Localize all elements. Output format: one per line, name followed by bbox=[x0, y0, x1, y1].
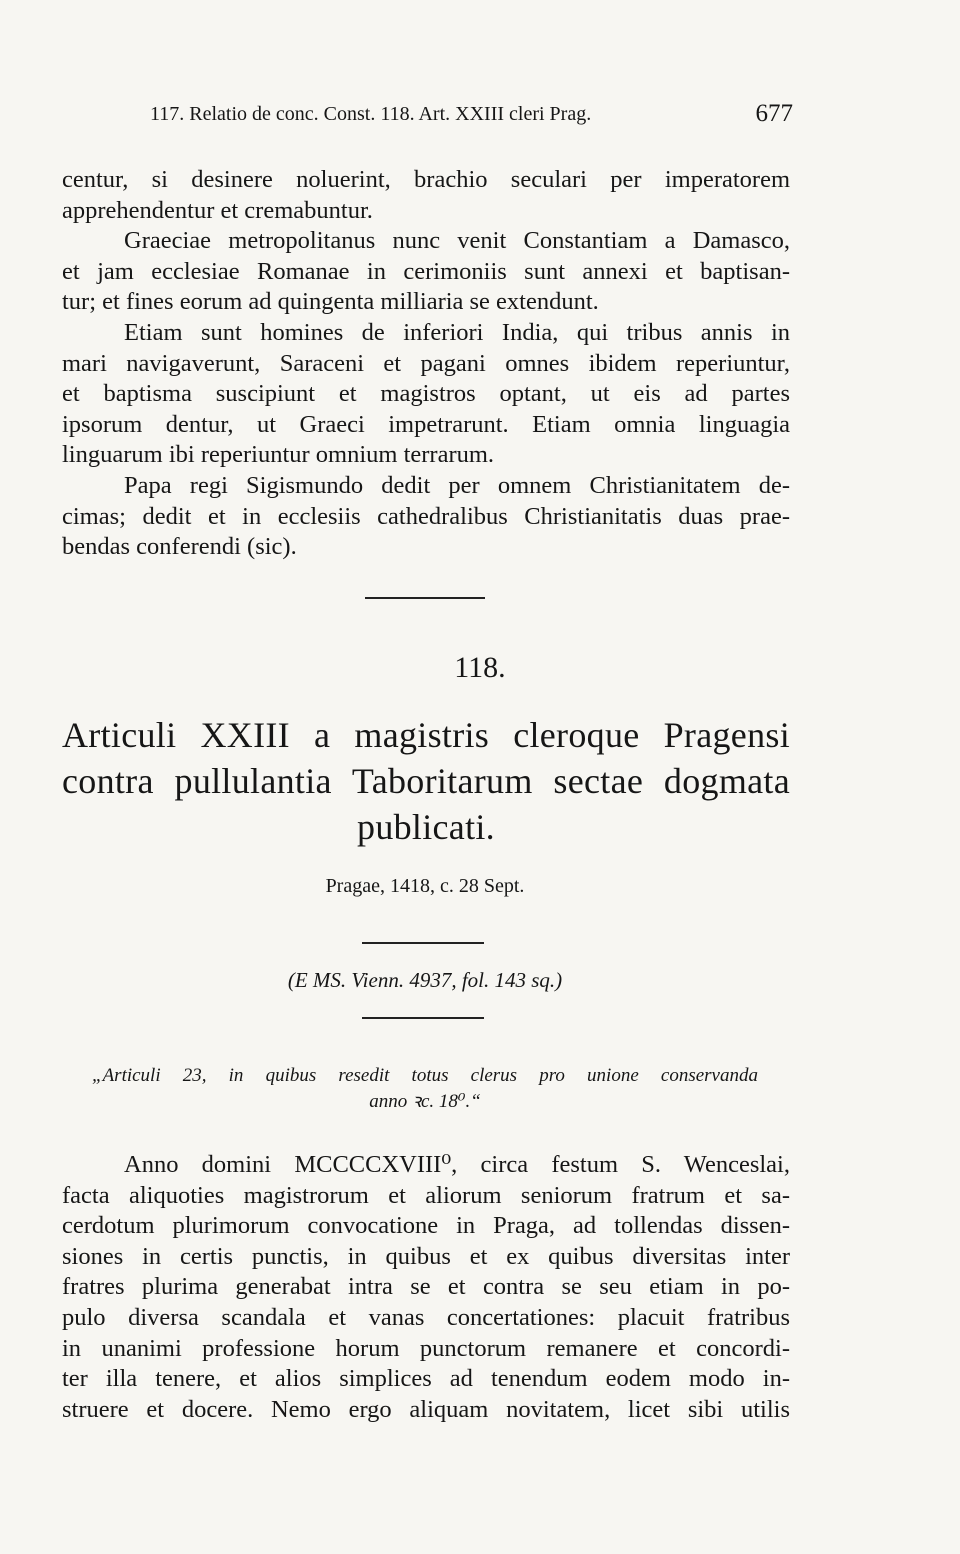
text-line: et baptisma suscipiunt et magistros optant, ut eis ad partes bbox=[62, 380, 790, 408]
text-line: tur; et fines eorum ad quingenta milliaria se extendunt. bbox=[62, 288, 599, 316]
text-line: fratres plurima generabat intra se et contra se seu etiam in po- bbox=[62, 1273, 790, 1301]
text-line: linguarum ibi reperiuntur omnium terrarum. bbox=[62, 441, 495, 469]
text-line: facta aliquoties magistrorum et aliorum seniorum fratrum et sa- bbox=[62, 1181, 790, 1209]
text-line: cimas; dedit et in ecclesiis cathedralibus Christianitatis duas prae- bbox=[62, 502, 790, 530]
title-line: publicati. bbox=[357, 807, 495, 847]
text-line: Anno domini MCCCCXVIII⁰, circa festum S. Wenceslai, bbox=[124, 1151, 790, 1178]
text-line: ipsorum dentur, ut Graeci impetrarunt. Etiam omnia linguagia bbox=[62, 410, 790, 438]
text-line: struere et docere. Nemo ergo aliquam novitatem, licet sibi utilis bbox=[62, 1395, 790, 1423]
divider bbox=[362, 1017, 484, 1019]
title-line: contra pullulantia Taboritarum sectae dogmata bbox=[62, 761, 790, 801]
manuscript-source: (E MS. Vienn. 4937, fol. 143 sq.) bbox=[287, 968, 563, 992]
document-body bbox=[62, 1150, 790, 1425]
text-line: in unanimi professione horum punctorum remanere et concordi- bbox=[62, 1334, 790, 1362]
document-number: 118. bbox=[454, 651, 506, 684]
text-line: Graeciae metropolitanus nunc venit Constantiam a Damasco, bbox=[124, 227, 790, 255]
text-line: siones in certis punctis, in quibus et ex quibus diversitas inter bbox=[62, 1242, 790, 1270]
text-line: Papa regi Sigismundo dedit per omnem Christianitatem de- bbox=[124, 471, 790, 499]
divider bbox=[362, 942, 484, 944]
text-line: cerdotum plurimorum convocatione in Praga, ad tollendas dissen- bbox=[62, 1212, 790, 1240]
text-line: bendas conferendi (sic). bbox=[62, 533, 297, 561]
text-line: Etiam sunt homines de inferiori India, qui tribus annis in bbox=[124, 318, 790, 346]
title-line: Articuli XXIII a magistris cleroque Pragensi bbox=[62, 715, 790, 755]
text-line: apprehendentur et cremabuntur. bbox=[62, 196, 373, 224]
document-title bbox=[62, 712, 790, 850]
running-head-title: 117. Relatio de conc. Const. 118. Art. XXIII cleri Prag. bbox=[150, 103, 592, 125]
text-line: pulo diversa scandala et vanas concertationes: placuit fratribus bbox=[62, 1303, 790, 1331]
text-line: et jam ecclesiae Romanae in cerimoniis sunt annexi et baptisan- bbox=[62, 257, 790, 285]
heading-line: „Articuli 23, in quibus resedit totus clerus pro unione conservanda bbox=[92, 1065, 758, 1086]
dateline: Pragae, 1418, c. 28 Sept. bbox=[325, 875, 525, 897]
text-line: mari navigaverunt, Saraceni et pagani omnes ibidem reperiuntur, bbox=[62, 349, 790, 377]
text-line: centur, si desinere noluerint, brachio seculari per imperatorem bbox=[62, 166, 790, 193]
text-line: ter illa tenere, et alios simplices ad tenendum eodem modo in- bbox=[62, 1365, 790, 1393]
page-number: 677 bbox=[755, 100, 793, 127]
previous-document-text bbox=[62, 165, 790, 563]
section-divider bbox=[365, 597, 485, 599]
manuscript-heading bbox=[92, 1063, 758, 1115]
heading-line: anno ꝛc. 18⁰.“ bbox=[369, 1091, 481, 1112]
